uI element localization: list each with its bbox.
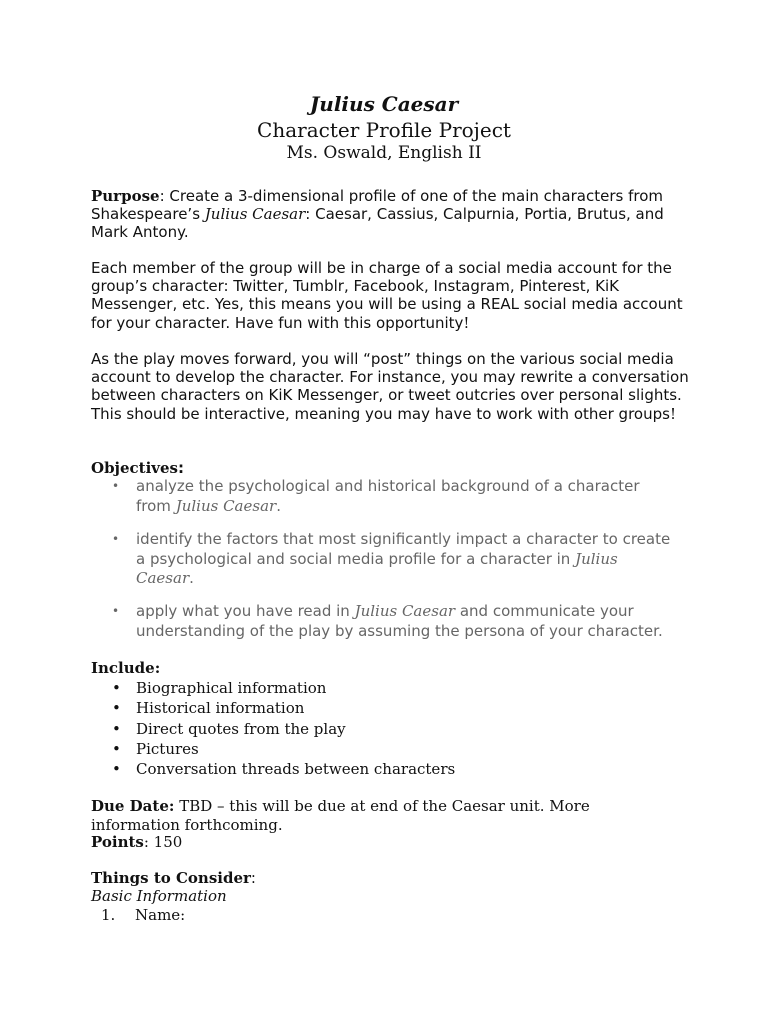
points-label: Points	[91, 833, 144, 851]
posting-paragraph	[91, 350, 691, 423]
list-item-label: Conversation threads between characters	[136, 760, 456, 779]
objective-text: identify the factors that most significantly impact a character to create a psychological and social media profile for a character in	[136, 530, 671, 568]
list-item	[112, 719, 455, 739]
due-date-label: Due Date:	[91, 797, 175, 815]
numbered-item	[101, 906, 185, 924]
list-item-label: Biographical information	[136, 679, 327, 697]
social-media-text: Each member of the group will be in charge of a social media account for the group’s character: Twitter, Tumblr, Facebook, Instagram, Pinterest, KiK Messenger, etc. Yes, this means you will be using a REAL social media account for your character. Have fun with this opportunity	[91, 259, 683, 332]
objective-text: apply what you have read in	[136, 602, 355, 620]
objective-text: analyze the psychological and historical background of a character from	[136, 477, 640, 515]
bullet-icon: •	[112, 739, 121, 758]
list-item-label: Pictures	[136, 739, 199, 758]
social-media-exclamation: !	[463, 313, 470, 332]
social-media-paragraph	[91, 259, 691, 332]
points-line	[91, 833, 182, 851]
objective-play-title: Julius Caesar	[136, 549, 618, 587]
objectives-colon: :	[178, 459, 184, 477]
purpose-label: Purpose	[91, 187, 160, 205]
document-title: Julius Caesar	[309, 92, 459, 116]
bullet-icon: •	[112, 719, 121, 738]
objective-text-end: .	[276, 496, 281, 515]
posting-text: As the play moves forward, you will “post” things on the various social media account to develop the character. For instance, you may rewrite a conversation between characters on KiK Messenger, or tweet outcries over personal slights. This should be interactive, meaning you may have to work with other groups	[91, 350, 689, 423]
objective-item	[112, 477, 672, 516]
posting-exclamation: !	[669, 404, 676, 423]
considerations-colon: :	[250, 869, 256, 887]
purpose-text-a: : Create a 3-dimensional profile of one of the main characters from Shakespeare’s	[91, 187, 663, 224]
purpose-paragraph	[91, 187, 691, 242]
list-item	[112, 698, 455, 718]
considerations-label: Things to Consider	[91, 869, 251, 887]
due-date-paragraph	[91, 797, 651, 834]
item-number: 1.	[101, 906, 116, 924]
objective-play-title: Julius Caesar	[354, 602, 456, 620]
include-heading: Include:	[91, 659, 161, 677]
objective-item	[112, 602, 672, 641]
objective-item	[112, 530, 672, 589]
list-item-label: Direct quotes from the play	[136, 719, 346, 738]
considerations-heading	[91, 869, 256, 887]
basic-information-heading: Basic Information	[91, 887, 227, 905]
purpose-play-title: Julius Caesar	[204, 205, 306, 224]
objectives-label: Objectives	[91, 459, 178, 477]
due-date-text: TBD – this will be due at end of the Caesar unit. More information forthcoming.	[91, 797, 590, 834]
list-item	[112, 759, 455, 779]
purpose-text-b: : Caesar, Cassius, Calpurnia, Portia, Brutus, and Mark Antony.	[91, 205, 664, 242]
points-value: : 150	[143, 833, 183, 851]
list-item-label: Historical information	[136, 699, 305, 718]
objective-text-end: and communicate your understanding of the play by assuming the persona of your character.	[136, 602, 663, 640]
list-item	[112, 739, 455, 759]
objective-text-end: .	[189, 569, 194, 587]
item-label: Name:	[135, 906, 186, 924]
bullet-icon: •	[112, 699, 121, 718]
teacher-line: Ms. Oswald, English II	[286, 143, 482, 163]
bullet-icon: •	[112, 604, 120, 618]
bullet-icon: •	[112, 760, 121, 779]
bullet-icon: •	[112, 679, 121, 697]
include-list	[112, 678, 455, 779]
bullet-icon: •	[112, 532, 120, 546]
bullet-icon: •	[112, 479, 120, 493]
list-item	[112, 678, 455, 698]
document-subtitle: Character Profile Project	[257, 118, 511, 142]
objectives-heading	[91, 459, 184, 477]
objective-play-title: Julius Caesar	[175, 496, 277, 515]
